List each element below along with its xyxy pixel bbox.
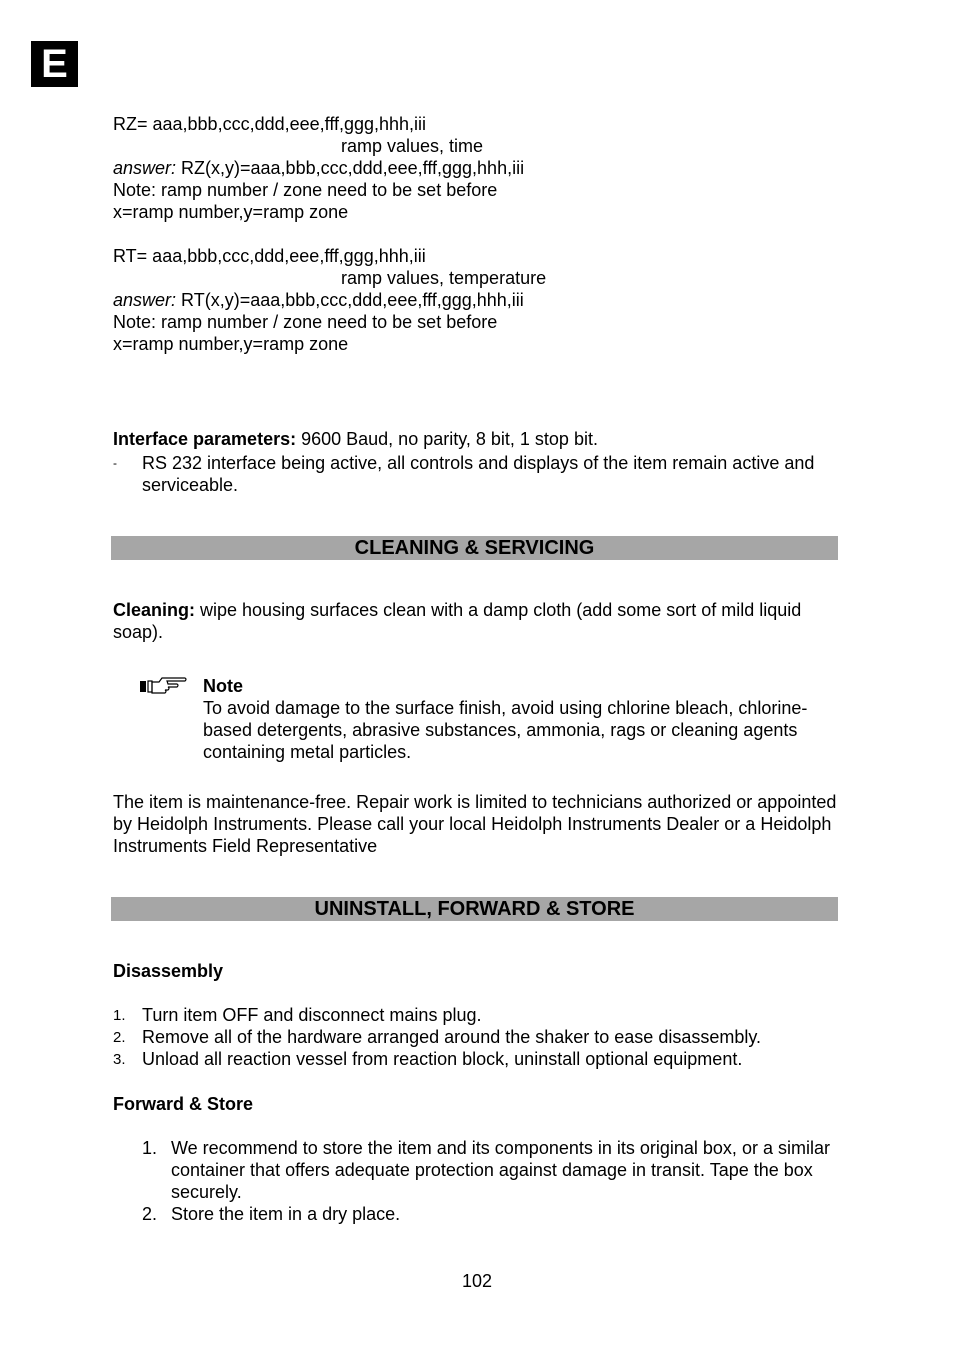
list-item: 1. We recommend to store the item and its components in its original box, or a similar container that offers adequate protection against damage in transit. Tape the box securely. bbox=[142, 1138, 830, 1202]
note-title: Note bbox=[203, 676, 243, 696]
section-heading-cleaning: CLEANING & SERVICING bbox=[111, 536, 838, 560]
note-text: To avoid damage to the surface finish, avoid using chlorine bleach, chlorine-based detergents, abrasive substances, ammonia, rags or cleaning agents containing metal particles. bbox=[203, 698, 808, 762]
disassembly-steps bbox=[113, 1004, 839, 1070]
command-rz-values: ramp values, time bbox=[341, 136, 484, 156]
list-item: 1. Turn item OFF and disconnect mains plug. bbox=[113, 1005, 482, 1025]
interface-section bbox=[113, 428, 839, 496]
answer-label: answer: bbox=[113, 158, 177, 178]
forward-store-steps bbox=[113, 1137, 833, 1225]
interface-label: Interface parameters: bbox=[113, 429, 297, 449]
answer-value: RT(x,y)=aaa,bbb,ccc,ddd,eee,fff,ggg,hhh,iii bbox=[176, 290, 524, 310]
page-number: 102 bbox=[461, 1271, 493, 1291]
maintenance-paragraph: The item is maintenance-free. Repair work is limited to technicians authorized or appointed by Heidolph Instruments. Please call your local Heidolph Instruments Dealer or a Heidolph Instruments Field Representative bbox=[113, 792, 837, 856]
command-rz: RZ= aaa,bbb,ccc,ddd,eee,fff,ggg,hhh,iii bbox=[113, 114, 427, 134]
command-rz-answer bbox=[113, 157, 839, 179]
cleaning-label: Cleaning: bbox=[113, 600, 196, 620]
section-heading-uninstall: UNINSTALL, FORWARD & STORE bbox=[111, 897, 838, 921]
answer-label: answer: bbox=[113, 290, 177, 310]
command-rt-legend: x=ramp number,y=ramp zone bbox=[113, 334, 349, 354]
list-item: 2. Remove all of the hardware arranged around the shaker to ease disassembly. bbox=[113, 1027, 762, 1047]
list-item: 2. Store the item in a dry place. bbox=[142, 1204, 401, 1224]
list-item: 3. Unload all reaction vessel from reaction block, uninstall optional equipment. bbox=[113, 1049, 743, 1069]
interface-parameters bbox=[113, 428, 839, 450]
interface-bullet bbox=[113, 452, 839, 496]
bullet-text: RS 232 interface being active, all controls and displays of the item remain active and serviceable. bbox=[142, 453, 815, 495]
command-rt-values: ramp values, temperature bbox=[341, 268, 547, 288]
disassembly-title: Disassembly bbox=[113, 961, 224, 981]
language-tab: E bbox=[31, 41, 78, 87]
bullet-dash: - bbox=[113, 456, 117, 470]
command-rt-note: Note: ramp number / zone need to be set before bbox=[113, 312, 498, 332]
cleaning-text: wipe housing surfaces clean with a damp cloth (add some sort of mild liquid soap). bbox=[113, 600, 802, 642]
answer-value: RZ(x,y)=aaa,bbb,ccc,ddd,eee,fff,ggg,hhh,iii bbox=[176, 158, 525, 178]
command-block bbox=[113, 113, 839, 355]
forward-store-title: Forward & Store bbox=[113, 1094, 254, 1114]
command-rt-answer bbox=[113, 289, 839, 311]
interface-text: 9600 Baud, no parity, 8 bit, 1 stop bit. bbox=[296, 429, 598, 449]
pointing-hand-icon bbox=[137, 672, 189, 700]
command-rt: RT= aaa,bbb,ccc,ddd,eee,fff,ggg,hhh,iii bbox=[113, 246, 426, 266]
command-rz-legend: x=ramp number,y=ramp zone bbox=[113, 202, 349, 222]
command-rz-note: Note: ramp number / zone need to be set before bbox=[113, 180, 498, 200]
cleaning-paragraph bbox=[113, 599, 839, 643]
